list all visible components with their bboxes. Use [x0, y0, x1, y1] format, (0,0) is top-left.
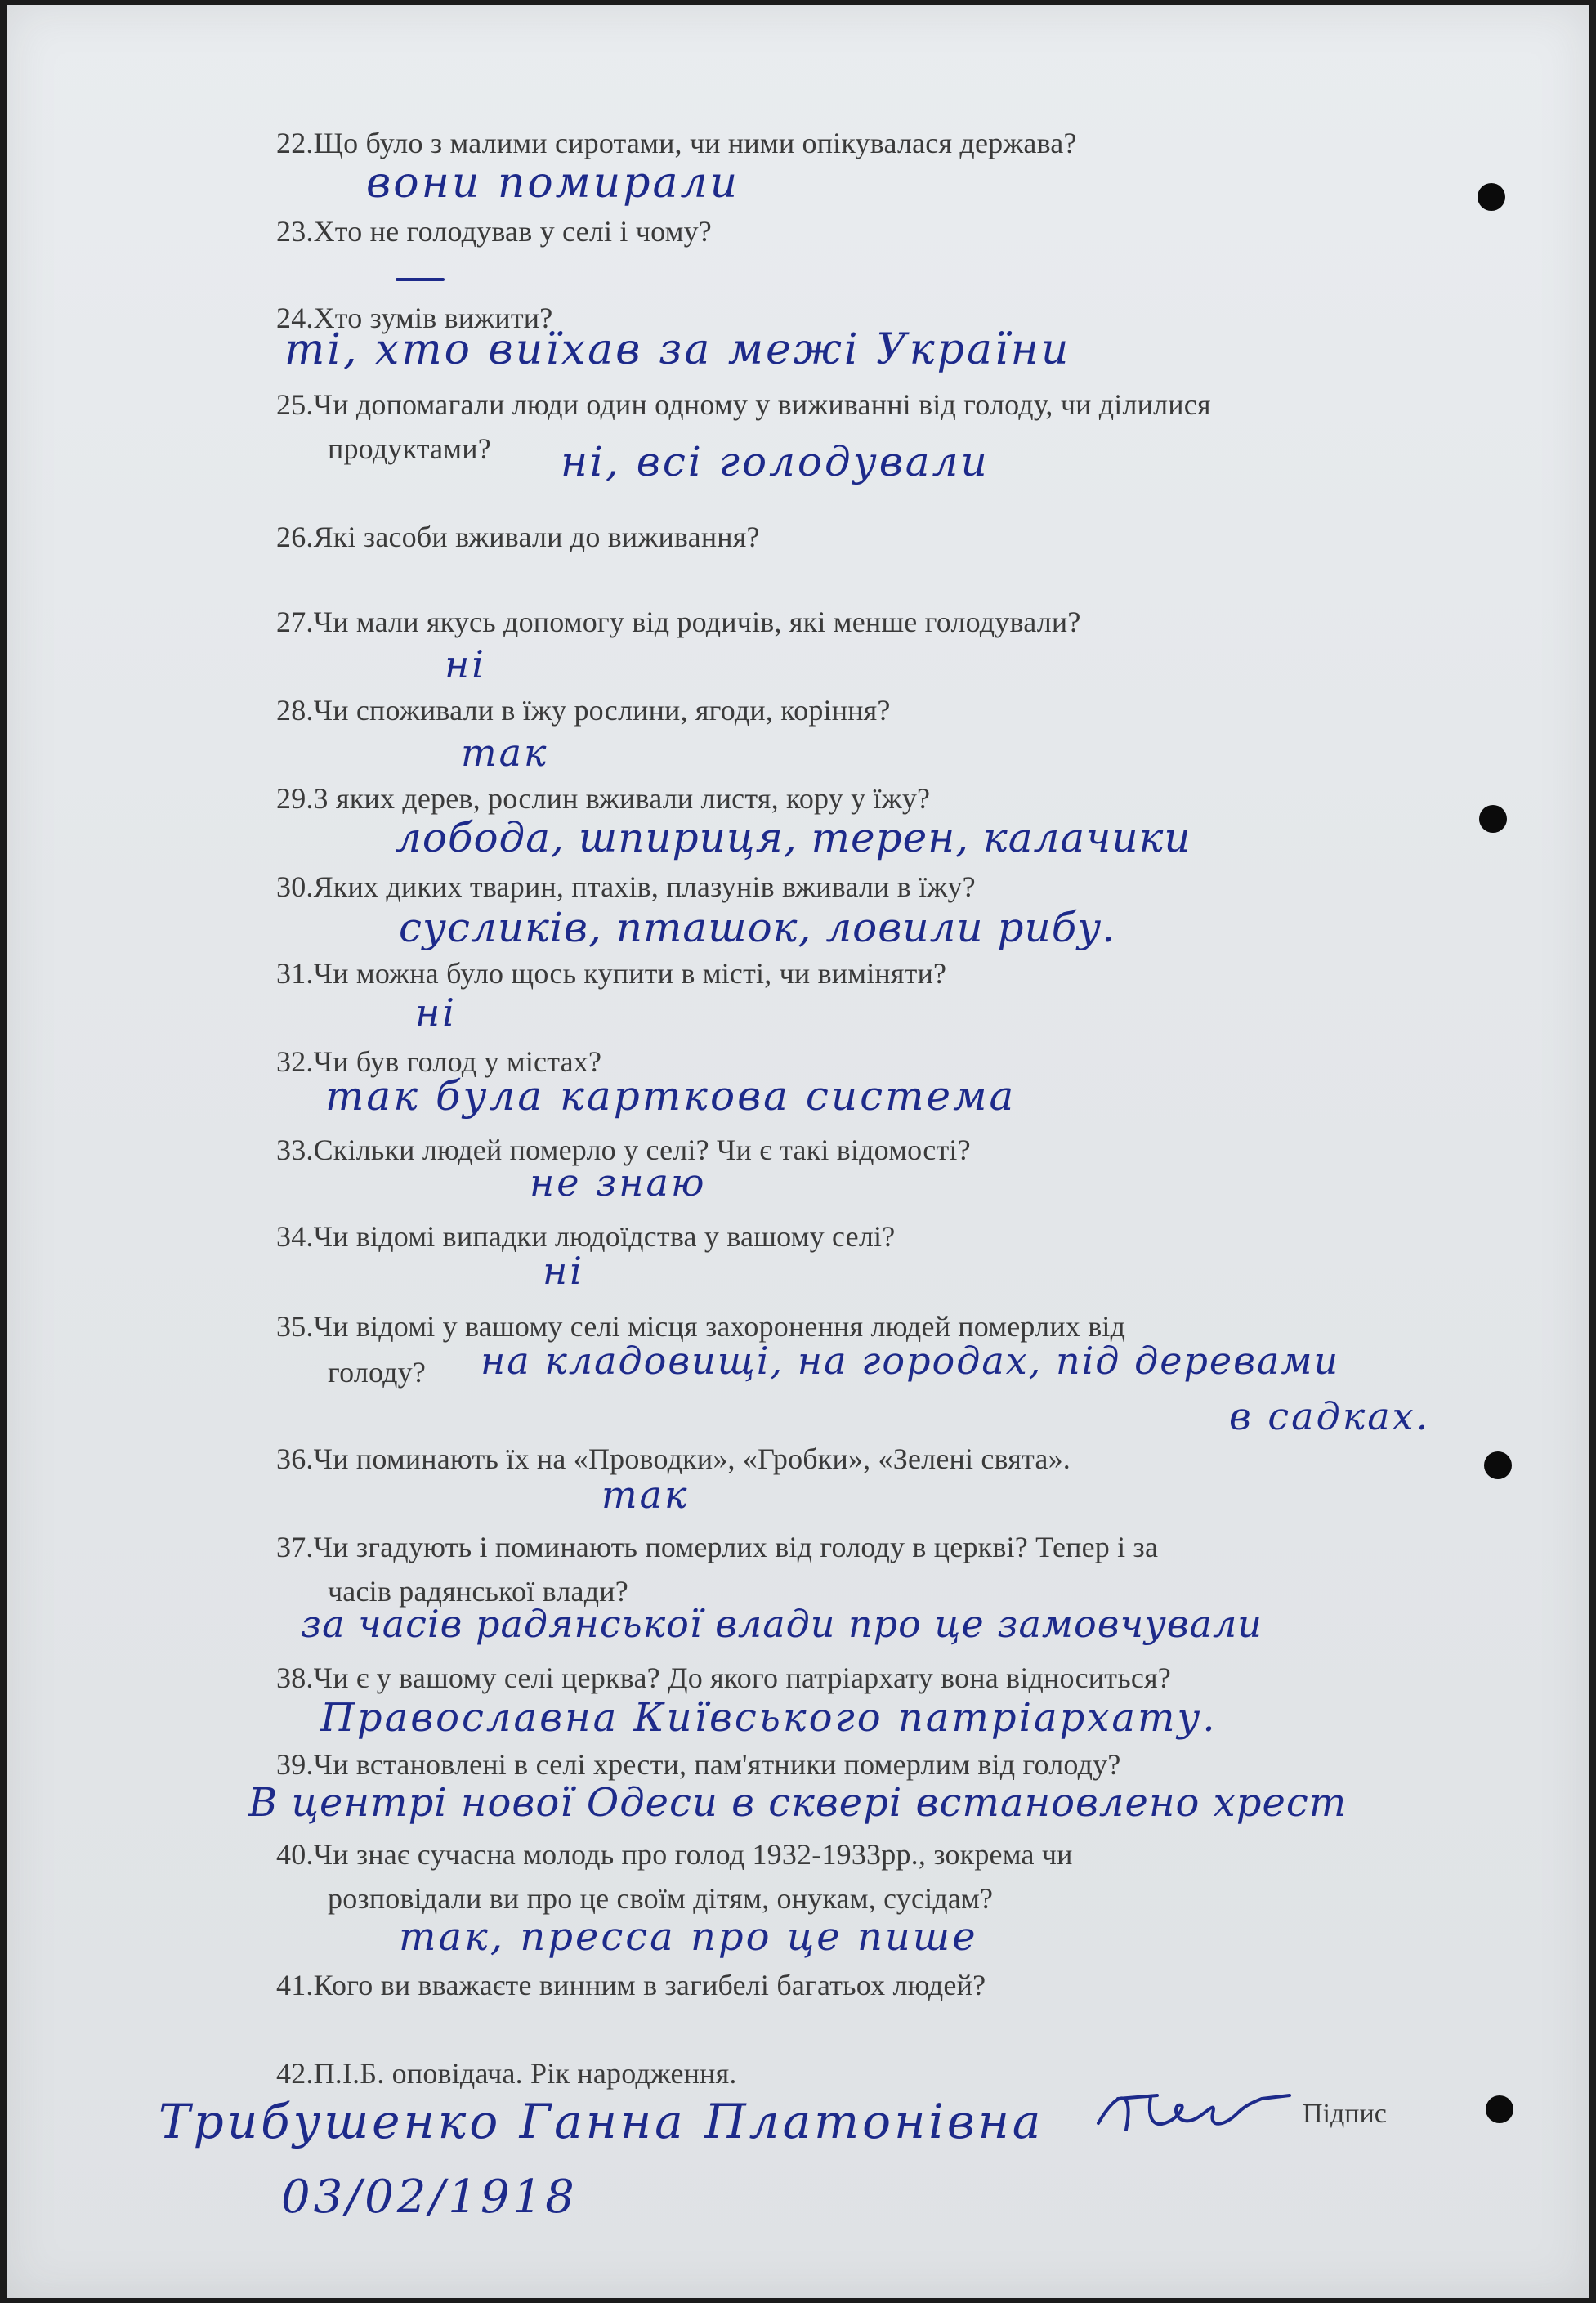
answer-34: ні	[543, 1249, 585, 1293]
question-32: 32.Чи був голод у містах?	[276, 1045, 602, 1078]
question-34: 34.Чи відомі випадки людоїдства у вашому селі?	[276, 1220, 896, 1253]
answer-24: ті, хто виїхав за межі України	[284, 325, 1071, 374]
answer-33: не знаю	[530, 1160, 707, 1205]
signature-label: Підпис	[1303, 2099, 1387, 2129]
answer-31: ні	[415, 991, 458, 1035]
punch-hole	[1478, 183, 1505, 211]
answer-23-dash	[396, 278, 445, 281]
question-25-continued: продуктами?	[328, 432, 491, 465]
question-30: 30.Яких диких тварин, птахів, плазунів вживали в їжу?	[276, 870, 976, 903]
question-27: 27.Чи мали якусь допомогу від родичів, які менше голодували?	[276, 606, 1081, 638]
question-24: 24.Хто зумів вижити?	[276, 302, 553, 334]
question-37-continued: часів радянської влади?	[328, 1575, 628, 1608]
answer-35: на кладовищі, на городах, під деревами	[481, 1339, 1340, 1383]
answer-35-continued: в садках.	[1229, 1394, 1431, 1438]
question-38: 38.Чи є у вашому селі церква? До якого патріархату вона відноситься?	[276, 1661, 1171, 1694]
answer-39: В центрі нової Одеси в сквері встановлено хрест	[248, 1780, 1348, 1826]
signature-scribble-icon	[1093, 2081, 1298, 2146]
punch-hole	[1484, 1451, 1512, 1479]
answer-36: так	[601, 1473, 690, 1517]
punch-hole	[1479, 805, 1507, 833]
answer-22: вони помирали	[366, 159, 740, 208]
question-33: 33.Скільки людей померло у селі? Чи є такі відомості?	[276, 1134, 971, 1166]
question-35: 35.Чи відомі у вашому селі місця захоронення людей померлих від	[276, 1310, 1126, 1343]
question-35-continued: голоду?	[328, 1356, 427, 1389]
answer-29: лобода, шпириця, терен, калачики	[396, 814, 1191, 861]
answer-27: ні	[445, 642, 487, 686]
answer-40: так, пресса про це пише	[399, 1914, 978, 1960]
answer-38: Православна Київського патріархату.	[320, 1695, 1218, 1741]
narrator-name: Трибушенко Ганна Платонівна	[159, 2094, 1044, 2149]
question-36: 36.Чи поминають їх на «Проводки», «Гробки», «Зелені свята».	[276, 1442, 1071, 1475]
question-40-continued: розповідали ви про це своїм дітям, онукам, сусідам?	[328, 1882, 994, 1915]
answer-37: за часів радянської влади про це замовчували	[301, 1602, 1263, 1646]
question-41: 41.Кого ви вважаєте винним в загибелі багатьох людей?	[276, 1969, 986, 2001]
question-40: 40.Чи знає сучасна молодь про голод 1932-1933рр., зокрема чи	[276, 1838, 1073, 1871]
question-37: 37.Чи згадують і поминають померлих від голоду в церкві? Тепер і за	[276, 1531, 1159, 1563]
question-28: 28.Чи споживали в їжу рослини, ягоди, коріння?	[276, 694, 891, 727]
answer-32: так була карткова система	[325, 1072, 1017, 1120]
question-29: 29.З яких дерев, рослин вживали листя, кору у їжу?	[276, 782, 931, 815]
narrator-birth-date: 03/02/1918	[281, 2171, 578, 2224]
question-42: 42.П.І.Б. оповідача. Рік народження.	[276, 2057, 737, 2090]
punch-hole	[1486, 2095, 1513, 2123]
answer-25: ні, всі голодували	[561, 438, 990, 485]
question-26: 26.Які засоби вживали до виживання?	[276, 521, 760, 553]
question-25: 25.Чи допомагали люди один одному у виживанні від голоду, чи ділилися	[276, 388, 1211, 421]
question-31: 31.Чи можна було щось купити в місті, чи виміняти?	[276, 957, 947, 990]
question-39: 39.Чи встановлені в селі хрести, пам'ятники померлим від голоду?	[276, 1748, 1121, 1781]
question-23: 23.Хто не голодував у селі і чому?	[276, 215, 712, 248]
questionnaire-page	[7, 5, 1589, 2298]
question-22: 22.Що було з малими сиротами, чи ними опікувалася держава?	[276, 127, 1077, 159]
answer-30: сусликів, пташок, ловили рибу.	[399, 904, 1116, 951]
answer-28: так	[461, 731, 549, 775]
